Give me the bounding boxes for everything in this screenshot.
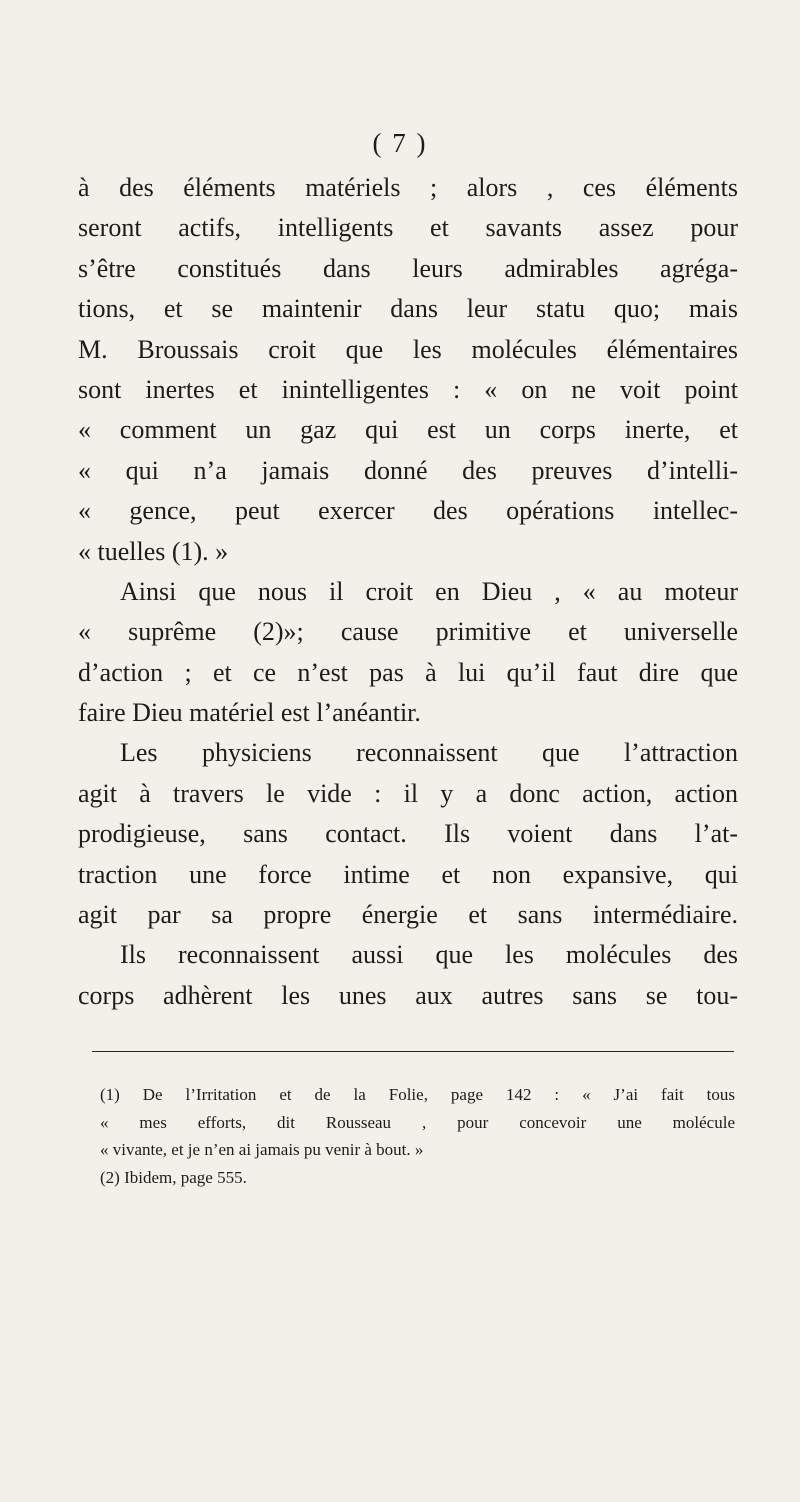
text-line: d’action ; et ce n’est pas à lui qu’il faut dire que [78, 657, 738, 687]
text-line: traction une force intime et non expansive, qui [78, 859, 738, 889]
text-line: corps adhèrent les unes aux autres sans se tou- [78, 980, 738, 1010]
text-line: « suprême (2)»; cause primitive et universelle [78, 617, 738, 647]
text-line: à des éléments matériels ; alors , ces éléments [78, 173, 738, 202]
text-line: Ainsi que nous il croit en Dieu , « au moteur [120, 576, 738, 606]
text-line: Ils reconnaissent aussi que les molécules des [120, 940, 738, 970]
text-line: sont inertes et inintelligentes : « on ne voit point [78, 374, 738, 404]
text-line: « comment un gaz qui est un corps inerte, et [78, 415, 738, 445]
footnotes [100, 1081, 735, 1191]
footnote-line: (2) Ibidem, page 555. [100, 1167, 247, 1187]
text-line: tions, et se maintenir dans leur statu quo; mais [78, 294, 738, 324]
text-line: agit à travers le vide : il y a donc action, action [78, 778, 738, 808]
text-line: « tuelles (1). » [78, 536, 229, 566]
footnote-line: (1) De l’Irritation et de la Folie, page 142 : « J’ai fait tous [100, 1085, 735, 1104]
footnote-line: « mes efforts, dit Rousseau , pour concevoir une molécule [100, 1112, 735, 1132]
text-line: Les physiciens reconnaissent que l’attraction [120, 738, 738, 768]
text-line: faire Dieu matériel est l’anéantir. [78, 698, 421, 728]
text-line: prodigieuse, sans contact. Ils voient dans l’at- [78, 819, 738, 849]
page-number: ( 7 ) [372, 128, 428, 158]
footnote-line: « vivante, et je n’en ai jamais pu venir à bout. » [100, 1140, 424, 1159]
footnote-divider [92, 1051, 734, 1052]
text-line: agit par sa propre énergie et sans intermédiaire. [78, 900, 738, 930]
text-line: « qui n’a jamais donné des preuves d’intelli- [78, 455, 738, 485]
text-line: s’être constitués dans leurs admirables agréga- [78, 253, 738, 283]
main-text [78, 168, 738, 1016]
text-line: M. Broussais croit que les molécules élémentaires [78, 334, 738, 364]
text-line: seront actifs, intelligents et savants assez pour [78, 213, 738, 243]
text-line: « gence, peut exercer des opérations intellec- [78, 496, 738, 526]
